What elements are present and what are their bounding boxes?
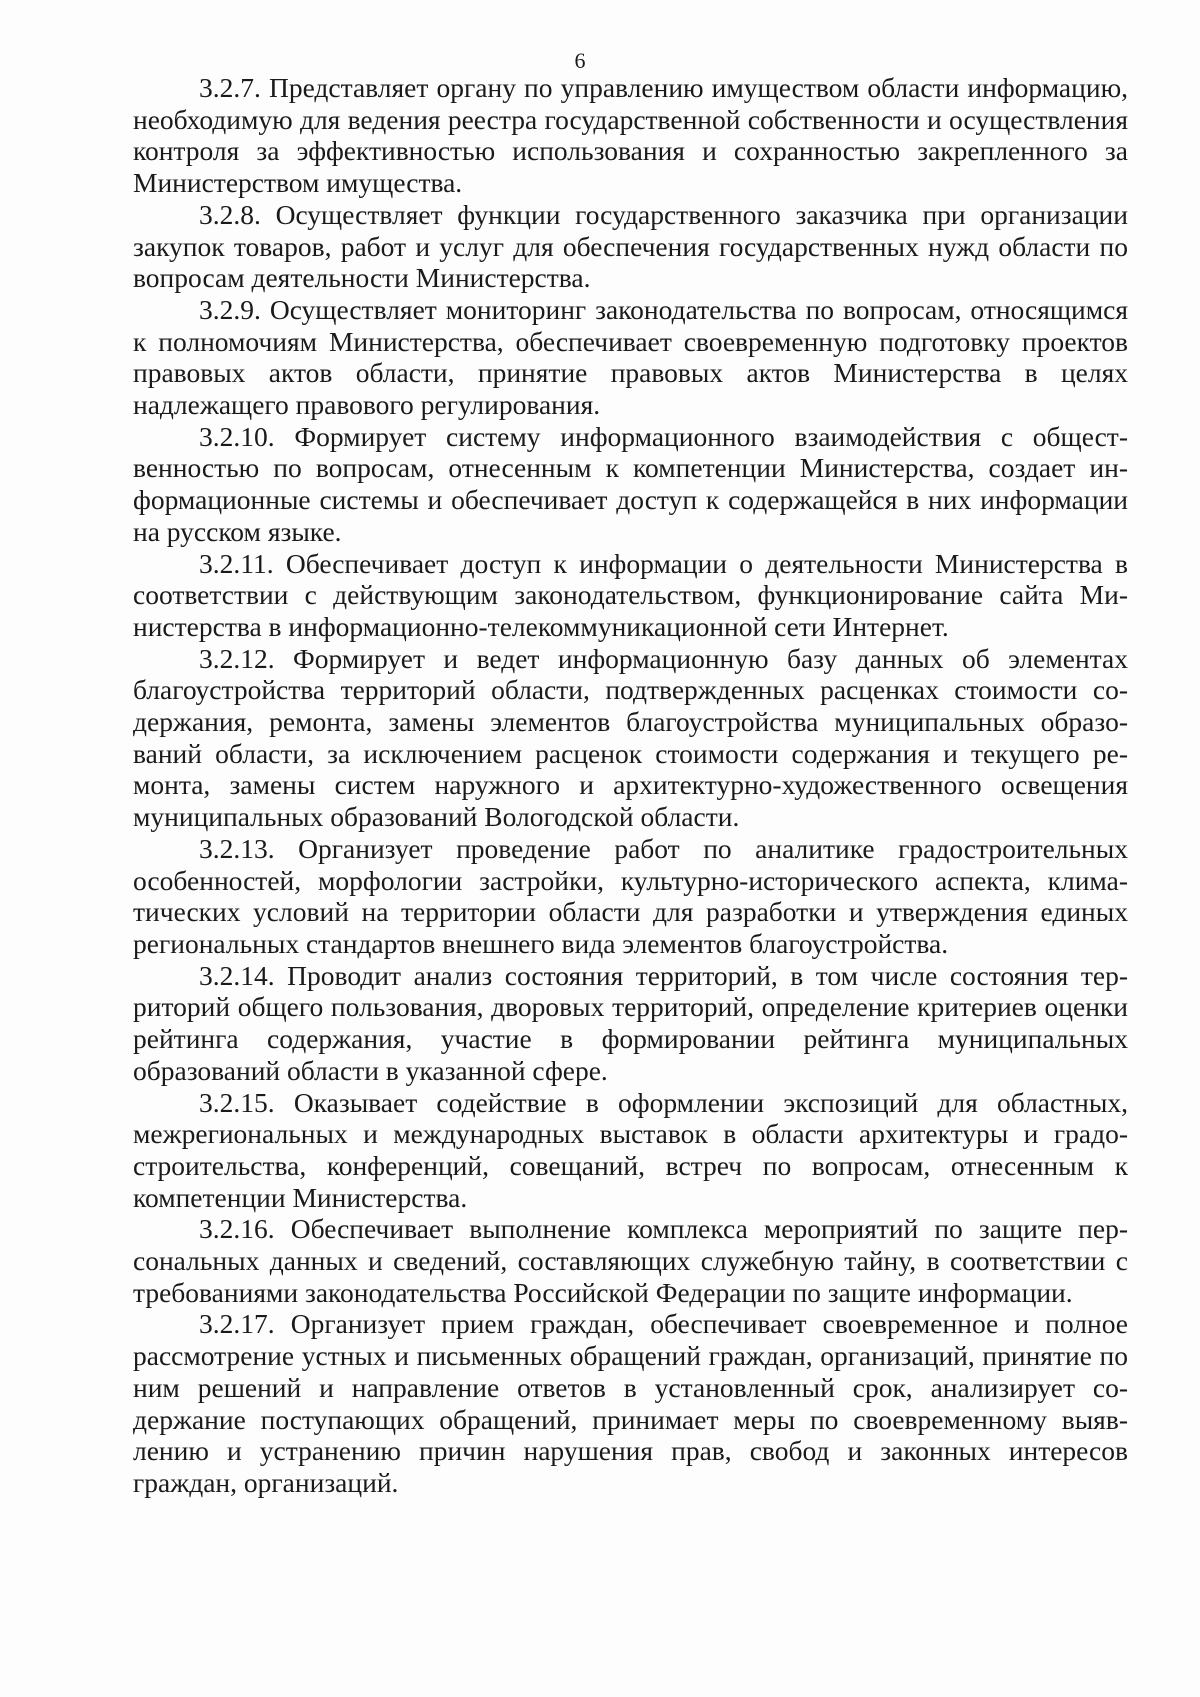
paragraph-3-2-15: 3.2.15. Оказывает содействие в оформлении экспозиций для областных, межрегиональных и международных выставок в области архитектуры и градостроительства, конференций, совещаний, встреч по вопросам, отнесенным к компетенции Министерства. bbox=[133, 1086, 1128, 1213]
paragraph-3-2-17: 3.2.17. Организует прием граждан, обеспечивает своевременное и полное рассмотрение устных и письменных обращений граждан, организаций, принятие по ним решений и направление ответов в установленный срок, анализирует содержание поступающих обращений, принимает меры по своевременному выявлению и устранению причин нарушения прав, свобод и законных интересов граждан, организаций. bbox=[133, 1308, 1128, 1498]
paragraph-3-2-14: 3.2.14. Проводит анализ состояния территорий, в том числе состояния территорий общего пользования, дворовых территорий, определение критериев оценки рейтинга содержания, участие в формировании рейтинга муниципальных образований области в указанной сфере. bbox=[133, 959, 1128, 1086]
paragraph-3-2-12: 3.2.12. Формирует и ведет информационную базу данных об элементах благоустройства территорий области, подтвержденных расценках стоимости содержания, ремонта, замены элементов благоустройства муниципальных образований области, за исключением расценок стоимости содержания и текущего ремонта, замены систем наружного и архитектурно-художественного освещения муниципальных образований Вологодской области. bbox=[133, 642, 1128, 833]
document-body bbox=[133, 72, 1128, 1499]
paragraph-3-2-13: 3.2.13. Организует проведение работ по аналитике градостроительных особенностей, морфологии застройки, культурно-исторического аспекта, климатических условий на территории области для разработки и утверждения единых региональных стандартов внешнего вида элементов благоустройства. bbox=[133, 832, 1128, 959]
paragraph-3-2-7: 3.2.7. Представляет органу по управлению имуществом области информацию, необходимую для ведения реестра государственной собственности и осуществления контроля за эффективностью использования и сохранностью закрепленного за Министерством имущества. bbox=[133, 72, 1128, 199]
paragraph-3-2-9: 3.2.9. Осуществляет мониторинг законодательства по вопросам, относящимся к полномочиям Министерства, обеспечивает своевременную подготовку проектов правовых актов области, принятие правовых актов Министерства в целях надлежащего правового регулирования. bbox=[133, 293, 1128, 421]
paragraph-3-2-16: 3.2.16. Обеспечивает выполнение комплекса мероприятий по защите персональных данных и сведений, составляющих служебную тайну, в соответствии с требованиями законодательства Российской Федерации по защите информации. bbox=[133, 1213, 1128, 1308]
paragraph-3-2-10: 3.2.10. Формирует систему информационного взаимодействия с общественностью по вопросам, отнесенным к компетенции Министерства, создает информационные системы и обеспечивает доступ к содержащейся в них информации на русском языке. bbox=[133, 420, 1128, 547]
paragraph-3-2-11: 3.2.11. Обеспечивает доступ к информации о деятельности Министерства в соответствии с действующим законодательством, функционирование сайта Министерства в информационно-телекоммуникационной сети Интернет. bbox=[133, 547, 1128, 642]
paragraph-3-2-8: 3.2.8. Осуществляет функции государственного заказчика при организации закупок товаров, работ и услуг для обеспечения государственных нужд области по вопросам деятельности Министерства. bbox=[133, 198, 1128, 294]
page-number: 6 bbox=[574, 48, 586, 73]
